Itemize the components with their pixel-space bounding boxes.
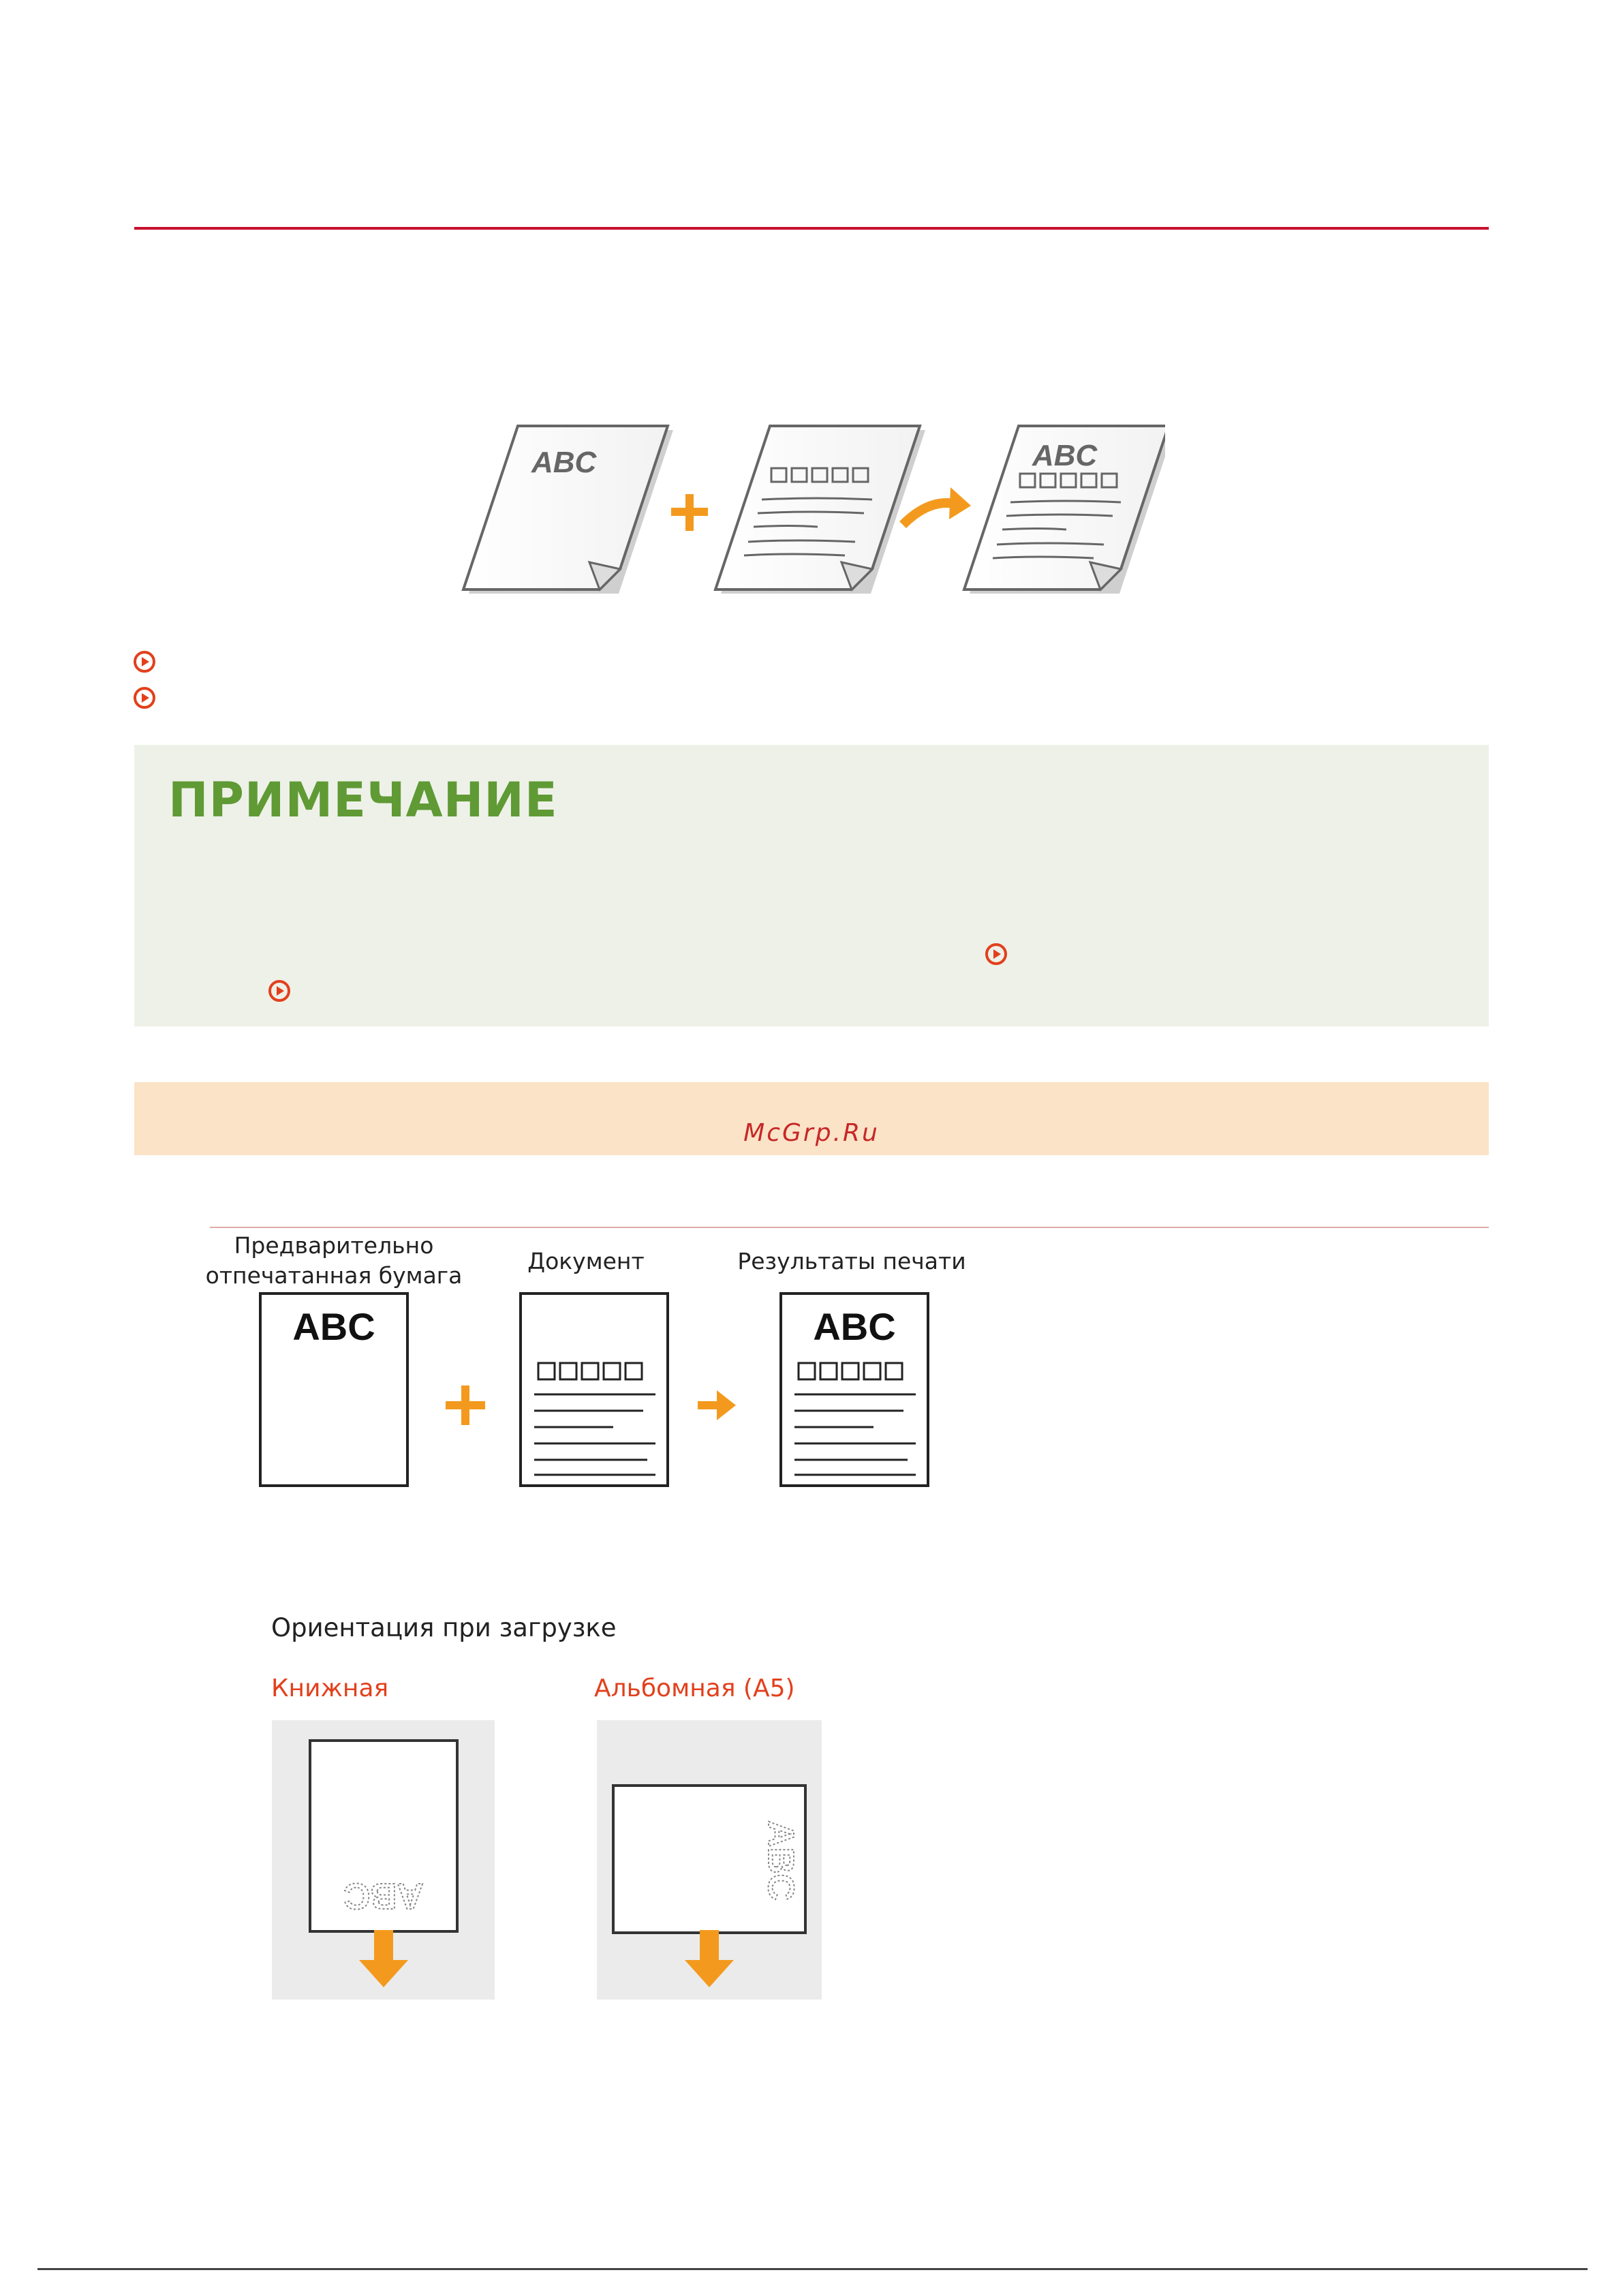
watermark-text: McGrp.Ru — [743, 1119, 880, 1147]
overlay-illustration — [457, 419, 1165, 596]
note-box — [134, 745, 1489, 1026]
preprinted-page-icon — [463, 426, 673, 594]
result-paper-icon — [781, 1294, 928, 1486]
link-arrow-icon[interactable] — [268, 980, 290, 1002]
hero-page3-text: ABC — [1032, 439, 1098, 472]
link-arrow-icon[interactable] — [134, 687, 155, 709]
section-heading-band — [134, 1082, 1489, 1155]
result-arrow-icon — [903, 487, 971, 525]
landscape-sample-text: ABC — [760, 1820, 801, 1901]
orientation-title: Ориентация при загрузке — [271, 1613, 617, 1642]
portrait-sample-text: ABC — [343, 1876, 424, 1916]
diagram-page-a-text: ABC — [292, 1305, 375, 1348]
caption-preprinted-line1: Предварительно — [234, 1232, 434, 1259]
result-page-icon — [964, 426, 1165, 594]
portrait-label: Книжная — [271, 1674, 389, 1702]
portrait-loading-figure — [272, 1720, 495, 2000]
plus-icon — [671, 494, 708, 531]
plus-icon — [446, 1386, 485, 1425]
caption-document: Документ — [527, 1248, 645, 1274]
section-rule — [210, 1227, 1489, 1228]
caption-preprinted — [204, 1231, 463, 1291]
landscape-label: Альбомная (A5) — [594, 1674, 795, 1702]
print-diagram — [252, 1288, 940, 1493]
caption-preprinted-line2: отпечатанная бумага — [205, 1262, 463, 1289]
caption-result: Результаты печати — [737, 1248, 966, 1274]
landscape-loading-figure — [597, 1720, 822, 2000]
arrow-right-icon — [698, 1390, 736, 1420]
hero-page1-text: ABC — [531, 446, 597, 479]
document-paper-icon — [521, 1294, 668, 1486]
link-arrow-icon[interactable] — [134, 651, 155, 673]
note-title: ПРИМЕЧАНИЕ — [168, 772, 558, 828]
link-arrow-icon[interactable] — [985, 943, 1007, 965]
footer-rule — [37, 2268, 1588, 2270]
header-rule — [134, 227, 1489, 230]
diagram-page-c-text: ABC — [813, 1305, 896, 1348]
preprinted-paper-icon — [260, 1294, 407, 1486]
document-page-icon — [715, 426, 925, 594]
